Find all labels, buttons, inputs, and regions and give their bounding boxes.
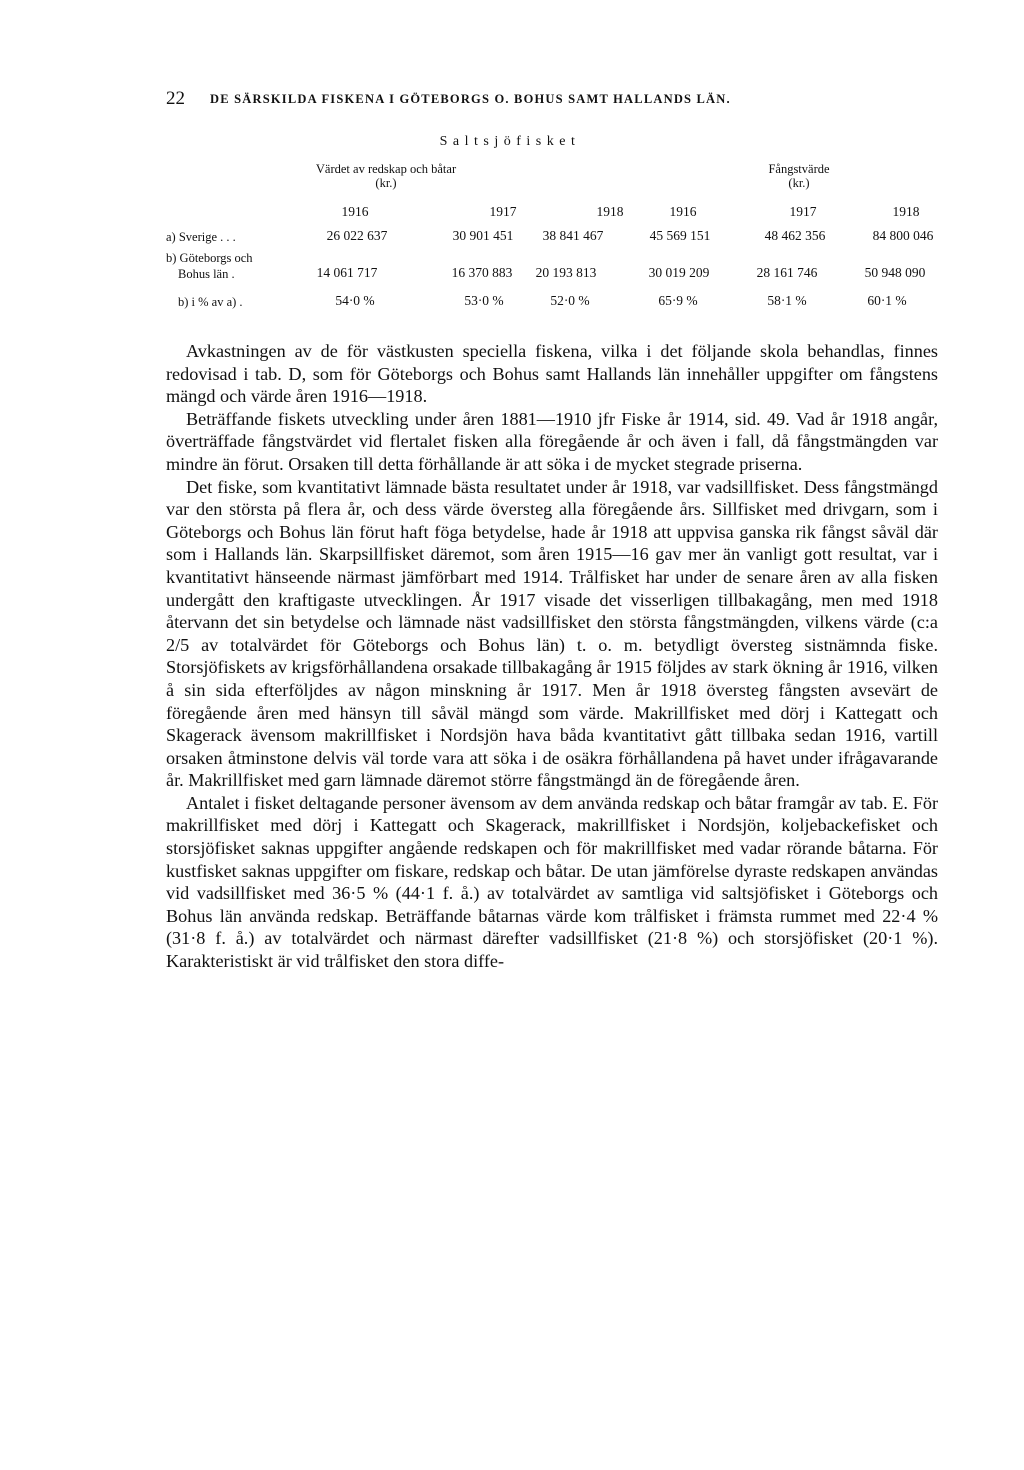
table-cell: 26 022 637 [326,228,388,243]
year-header: 1918 [596,204,624,219]
group-header-equipment-value [256,162,516,190]
group-header-equipment-unit: (kr.) [375,176,397,190]
year-header: 1918 [892,204,920,219]
group-header-catch-unit: (kr.) [788,176,810,190]
running-head: DE SÄRSKILDA FISKENA I GÖTEBORGS O. BOHUS SAMT HALLANDS LÄN. [210,92,731,106]
table-cell: 50 948 090 [864,265,926,280]
table-cell: 16 370 883 [451,265,513,280]
group-header-catch-value [736,162,862,190]
table-cell: 30 901 451 [452,228,514,243]
body-text [166,340,938,973]
table-cell: 54·0 % [335,293,375,308]
table-cell: 84 800 046 [872,228,934,243]
table-cell: 65·9 % [658,293,698,308]
paragraph: Det fiske, som kvantitativt lämnade bästa resultatet under år 1918, var vadsillfisket. Dess fångstmängd var den största på flera år, och dess värde översteg alla föregående års. Sillfisket med drivgarn, som i Göteborgs och Bohus län förut haft föga betydelse, hade år 1918 att uppvisa ganska rik fångst såväl där som i Hallands län. Skarpsillfisket däremot, som åren 1915—16 gav mer än vanligt gott resultat, var i kvantitativt hänseende närmast jämförbart med 1914. Trålfisket har under de senare åren av alla fisken undergått den kraftigaste utvecklingen. År 1917 visade det visserligen tillbakagång, men med 1918 återvann det sin betydelse och lämnade näst vadsillfisket den största fångstmängden, vilkens värde (c:a 2/5 av totalvärdet för Göteborgs och Bohus län) t. o. m. betydligt översteg sistnämnda fiske. Storsjöfiskets av krigsförhållandena orsakade tillbakagång år 1915 följdes av stark ökning år 1916, vilken å sin sida efterföljdes av någon minskning år 1917. Men år 1918 översteg fångsten avsevärt de föregående åren med hänsyn till såväl mängd som värde. Makrillfisket med dörj i Kattegatt och Skagerack ävensom makrillfisket i Nordsjön hava båda kvantitativt gått tillbaka sedan 1916, vartill orsaken åtminstone delvis väl torde vara att söka i de osäkra förhållandena på havet under ifrågavarande år. Makrillfisket med garn lämnade däremot större fångstmängd än de föregående åren. [166,476,938,791]
row-label: b) i % av a) . [178,295,243,309]
row-label: b) Göteborgs och [166,251,253,265]
year-header: 1916 [669,204,697,219]
table-cell: 48 462 356 [764,228,826,243]
table-cell: 52·0 % [550,293,590,308]
row-label: a) Sverige . . . [166,230,236,244]
page-number: 22 [166,88,185,109]
year-header: 1916 [341,204,369,219]
table-cell: 38 841 467 [542,228,604,243]
group-header-equipment-label: Värdet av redskap och båtar [315,162,457,176]
table-cell: 45 569 151 [649,228,711,243]
group-header-catch-label: Fångstvärde [768,162,830,176]
table-cell: 20 193 813 [535,265,597,280]
year-header: 1917 [789,204,817,219]
year-header: 1917 [489,204,517,219]
row-label: Bohus län . [178,267,235,281]
paragraph: Antalet i fisket deltagande personer ävensom av dem använda redskap och båtar framgår av tab. E. För makrillfisket med dörj i Kattegatt och Skagerack, makrillfisket i Nordsjön, koljebackefisket och storsjöfisket saknas uppgifter angående redskapen och för makrillfisket med vadar rörande båtarna. För kustfisket saknas uppgifter om fiskare, redskap och båtar. De utan jämförelse dyraste redskapen användas vid vadsillfisket med 36·5 % (44·1 f. å.) av totalvärdet av samtliga vid saltsjöfisket i Göteborgs och Bohus län använda redskap. Beträffande båtarnas värde kom trålfisket i främsta rummet med 22·4 % (31·8 f. å.) av totalvärdet och närmast därefter vadsillfisket (21·8 %) och storsjöfisket (20·1 %). Karakteristiskt är vid trålfisket den stora diffe- [166,792,938,972]
table-cell: 58·1 % [767,293,807,308]
table-cell: 53·0 % [464,293,504,308]
table-cell: 14 061 717 [316,265,378,280]
table-cell: 60·1 % [867,293,907,308]
table-cell: 28 161 746 [756,265,818,280]
paragraph: Avkastningen av de för västkusten speciella fiskena, vilka i det följande skola behandlas, finnes redovisad i tab. D, som för Göteborgs och Bohus samt Hallands län innehåller uppgifter om fångstens mängd och värde åren 1916—1918. [166,341,938,407]
table-cell: 30 019 209 [648,265,710,280]
table-title: Saltsjöfisket [439,134,581,149]
paragraph: Beträffande fiskets utveckling under åren 1881—1910 jfr Fiske år 1914, sid. 49. Vad år 1918 angår, överträffade fångstvärdet vid flertalet fisken alla föregående år och även i fall, då fångstmängden var mindre än förut. Orsaken till detta förhållande är att söka i de mycket stegrade priserna. [166,408,938,474]
